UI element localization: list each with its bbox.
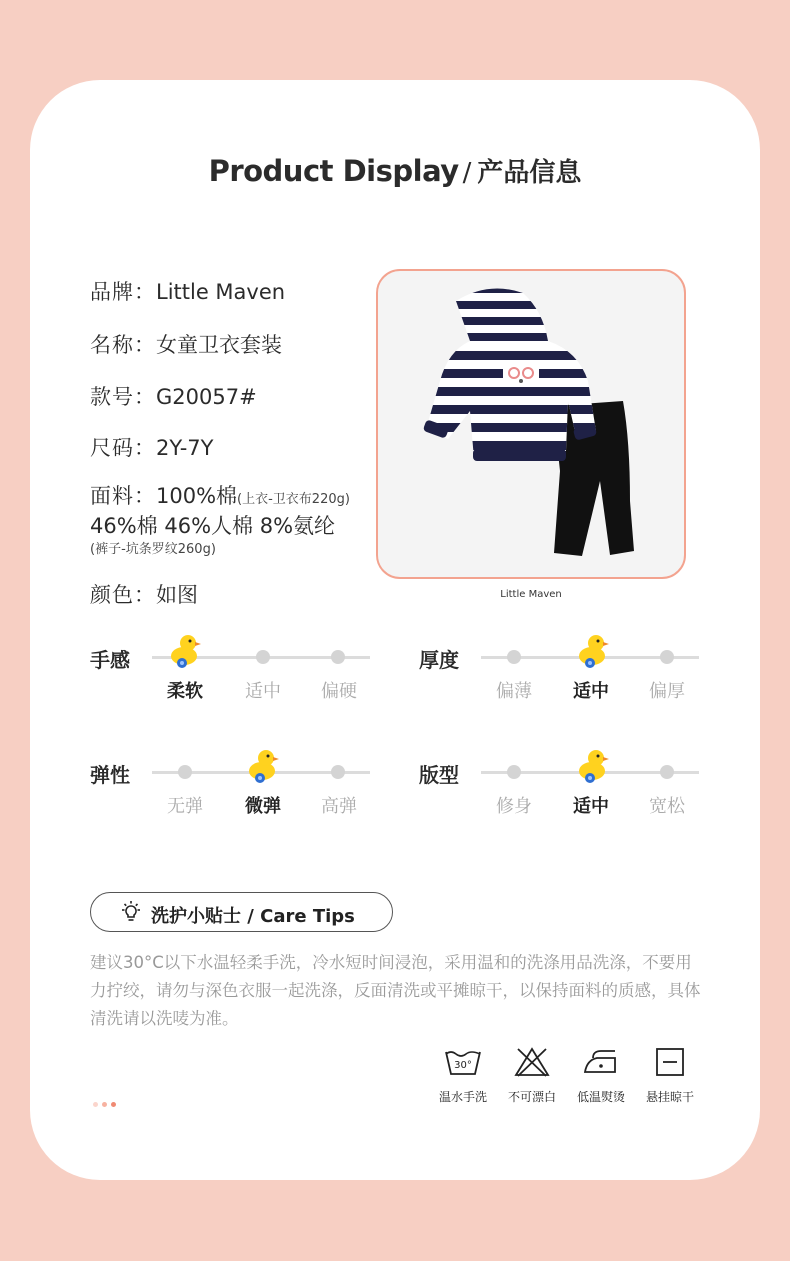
option-label: 偏厚 <box>649 681 685 702</box>
no-bleach-icon <box>512 1046 552 1078</box>
scale-dot <box>660 650 674 664</box>
scale-dot <box>256 650 270 664</box>
dot <box>93 1102 98 1107</box>
info-fabric <box>90 480 350 510</box>
option-label: 偏硬 <box>321 681 357 702</box>
option-label: 适中 <box>245 681 281 702</box>
name-value: 女童卫衣套装 <box>156 333 282 357</box>
care-label: 不可漂白 <box>507 1090 556 1104</box>
scale-dot <box>178 765 192 779</box>
option-label: 无弹 <box>167 796 203 817</box>
hoodie-set-illustration <box>378 271 684 577</box>
option-label: 宽松 <box>649 796 685 817</box>
fabric-value: 100%棉 <box>156 484 238 508</box>
care-tips-text: 建议30°C以下水温轻柔手洗，冷水短时间浸泡，采用温和的洗涤用品洗涤，不要用力拧绞，请勿与深色衣服一起洗涤，反面清洗或平摊晾干，以保持面料的质感，具体清洗请以洗唛为准。 <box>90 953 701 1028</box>
option-label: 柔软 <box>167 681 203 702</box>
scale-dot <box>660 765 674 779</box>
title-en: Product Display <box>208 154 459 188</box>
scale-dot <box>331 765 345 779</box>
dot <box>102 1102 107 1107</box>
brand-value: Little Maven <box>156 280 286 304</box>
option-label: 修身 <box>496 796 532 817</box>
care-label: 温水手洗 <box>438 1090 487 1104</box>
brand-key: 品牌： <box>90 280 156 304</box>
name-key: 名称： <box>90 333 156 357</box>
fabric-note: (上衣-卫衣布220g) <box>237 492 350 507</box>
info-brand <box>90 276 285 306</box>
care-item-hand-wash <box>430 1046 496 1105</box>
care-tips-label: 洗护小贴士 / Care Tips <box>151 906 355 927</box>
size-value: 2Y-7Y <box>156 436 214 460</box>
info-size <box>90 432 213 462</box>
care-item-hang-dry <box>637 1046 703 1105</box>
option-label: 偏薄 <box>496 681 532 702</box>
color-key: 颜色： <box>90 583 156 607</box>
option-label: 微弹 <box>245 796 281 817</box>
photo-caption: Little Maven <box>500 589 562 600</box>
size-key: 尺码： <box>90 436 156 460</box>
info-name <box>90 329 282 359</box>
wash-temp-text: 30° <box>454 1060 472 1071</box>
fabric-note2: (裤子-坑条罗纹260g) <box>90 542 216 557</box>
scale-title-feel: 手感 <box>90 648 130 672</box>
info-style <box>90 381 257 411</box>
title-cn: 产品信息 <box>477 158 582 188</box>
care-label: 低温熨烫 <box>576 1090 625 1104</box>
product-photo <box>376 269 686 579</box>
care-tips-pill <box>90 892 393 932</box>
lightbulb-icon <box>119 900 143 924</box>
low-iron-icon <box>581 1046 621 1078</box>
page-dots <box>93 1092 120 1111</box>
scale-dot <box>331 650 345 664</box>
scale-dot <box>507 650 521 664</box>
care-item-low-iron <box>568 1046 634 1105</box>
duck-marker-icon <box>576 632 610 670</box>
care-label: 悬挂晾干 <box>645 1090 694 1104</box>
title-separator: / <box>462 158 472 188</box>
scale-title-fit: 版型 <box>419 763 459 787</box>
duck-marker-icon <box>576 747 610 785</box>
info-color <box>90 579 198 609</box>
option-label: 适中 <box>573 796 609 817</box>
style-key: 款号： <box>90 385 156 409</box>
option-label: 高弹 <box>321 796 357 817</box>
scale-title-elasticity: 弹性 <box>90 763 130 787</box>
care-item-no-bleach <box>499 1046 565 1105</box>
scale-title-thickness: 厚度 <box>419 648 459 672</box>
option-label: 适中 <box>573 681 609 702</box>
page-title <box>0 152 790 189</box>
duck-marker-icon <box>246 747 280 785</box>
style-value: G20057# <box>156 385 257 409</box>
hand-wash-icon <box>443 1046 483 1078</box>
dot <box>111 1102 116 1107</box>
hang-dry-icon <box>650 1046 690 1078</box>
scale-dot <box>507 765 521 779</box>
fabric-key: 面料： <box>90 484 156 508</box>
duck-marker-icon <box>168 632 202 670</box>
fabric-line2: 46%棉 46%人棉 8%氨纶 <box>90 514 336 538</box>
color-value: 如图 <box>156 583 198 607</box>
